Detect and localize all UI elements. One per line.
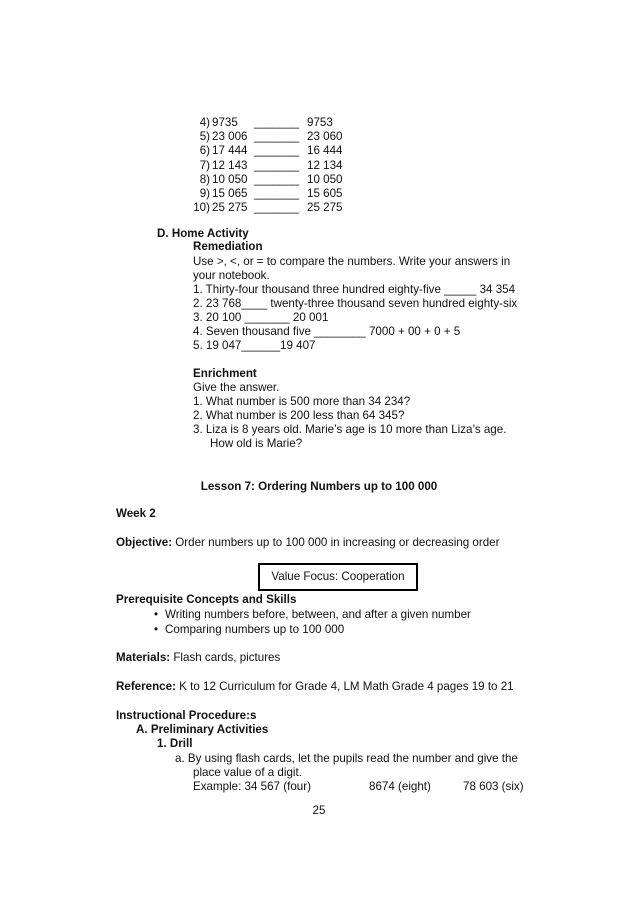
remediation-instructions: Use >, <, or = to compare the numbers. Write your answers in: [193, 255, 511, 268]
item-number: 6): [199, 144, 210, 158]
enrichment-item-cont: How old is Marie?: [210, 437, 303, 450]
item-number: 8): [199, 172, 210, 186]
second-number: 15 605: [307, 187, 343, 200]
reference: [116, 680, 514, 694]
answer-blank: _______: [254, 144, 300, 158]
home-activity-heading: D. Home Activity: [157, 227, 249, 240]
drill-instruction: a. By using flash cards, let the pupils read the number and give the: [175, 752, 518, 765]
first-number: 12 143: [212, 158, 248, 172]
first-number: 17 444: [212, 144, 248, 158]
reference-text: K to 12 Curriculum for Grade 4, LM Math Grade 4 pages 19 to 21: [175, 680, 514, 693]
answer-blank: _______: [254, 172, 300, 186]
procedure-title: Instructional Procedure:s: [116, 709, 257, 722]
bullet-icon: •: [154, 608, 159, 621]
answer-blank: _______: [254, 116, 300, 129]
comparison-row: [186, 158, 343, 173]
comparison-row: [186, 116, 333, 130]
item-number: 4): [199, 116, 210, 129]
answer-blank: _______: [254, 187, 300, 200]
materials: [116, 651, 280, 665]
item-number: 10): [193, 201, 210, 215]
remediation-item: 4. Seven thousand five ________ 7000 + 00 + 0 + 5: [193, 325, 461, 338]
week-label: Week 2: [116, 507, 156, 520]
remediation-title: Remediation: [193, 240, 263, 253]
first-number: 23 006: [212, 130, 248, 144]
remediation-instructions-cont: your notebook.: [193, 269, 270, 282]
drill-example-3: 78 603 (six): [463, 780, 524, 793]
answer-blank: _______: [254, 130, 300, 144]
second-number: 23 060: [307, 130, 343, 144]
enrichment-item: 2. What number is 200 less than 64 345?: [193, 409, 405, 422]
objective-label: Objective:: [116, 536, 173, 549]
comparison-row: [186, 172, 343, 187]
second-number: 10 050: [307, 172, 343, 186]
preliminary-activities-title: A. Preliminary Activities: [136, 723, 269, 736]
item-number: 9): [199, 187, 210, 200]
answer-blank: _______: [254, 158, 300, 172]
comparison-row: [186, 187, 343, 201]
remediation-item: 3. 20 100 _______ 20 001: [193, 311, 329, 324]
enrichment-item: 3. Liza is 8 years old. Marie’s age is 10 more than Liza’s age.: [193, 423, 507, 436]
answer-blank: _______: [254, 201, 300, 215]
first-number: 10 050: [212, 172, 248, 186]
item-number: 7): [199, 158, 210, 172]
reference-label: Reference:: [116, 680, 176, 693]
value-focus-box: [258, 563, 418, 591]
page-number: 25: [312, 804, 326, 817]
first-number: 15 065: [212, 187, 248, 200]
first-number: 9735: [212, 116, 238, 129]
enrichment-instruction: Give the answer.: [193, 381, 280, 394]
drill-example-2: 8674 (eight): [369, 780, 431, 793]
lesson-title: Lesson 7: Ordering Numbers up to 100 000: [200, 480, 438, 493]
bullet-icon: •: [154, 623, 159, 636]
prerequisite-item: [154, 608, 471, 622]
enrichment-item: 1. What number is 500 more than 34 234?: [193, 395, 411, 408]
remediation-item: 2. 23 768____ twenty-three thousand seven hundred eighty-six: [193, 297, 518, 310]
prerequisite-item-text: Comparing numbers up to 100 000: [165, 623, 345, 636]
prerequisite-item: [154, 623, 344, 637]
second-number: 9753: [307, 116, 333, 129]
drill-instruction-cont: place value of a digit.: [193, 766, 302, 779]
enrichment-title: Enrichment: [193, 367, 257, 380]
prerequisite-item-text: Writing numbers before, between, and after a given number: [165, 608, 471, 621]
second-number: 12 134: [307, 158, 343, 172]
materials-label: Materials:: [116, 651, 171, 664]
materials-text: Flash cards, pictures: [170, 651, 281, 664]
comparison-row: [186, 201, 343, 215]
drill-title: 1. Drill: [157, 737, 193, 750]
second-number: 25 275: [307, 201, 343, 215]
objective-text: Order numbers up to 100 000 in increasing or decreasing order: [172, 536, 500, 549]
prerequisite-title: Prerequisite Concepts and Skills: [116, 593, 297, 606]
remediation-item: 5. 19 047______19 407: [193, 339, 316, 352]
first-number: 25 275: [212, 201, 248, 215]
drill-example: Example: 34 567 (four): [193, 780, 311, 793]
objective: [116, 536, 499, 550]
second-number: 16 444: [307, 144, 343, 158]
comparison-row: [186, 130, 343, 144]
comparison-row: [186, 144, 343, 158]
value-focus-text: Value Focus: Cooperation: [271, 570, 405, 583]
remediation-item: 1. Thirty-four thousand three hundred eighty-five _____ 34 354: [193, 283, 516, 296]
item-number: 5): [199, 130, 210, 144]
